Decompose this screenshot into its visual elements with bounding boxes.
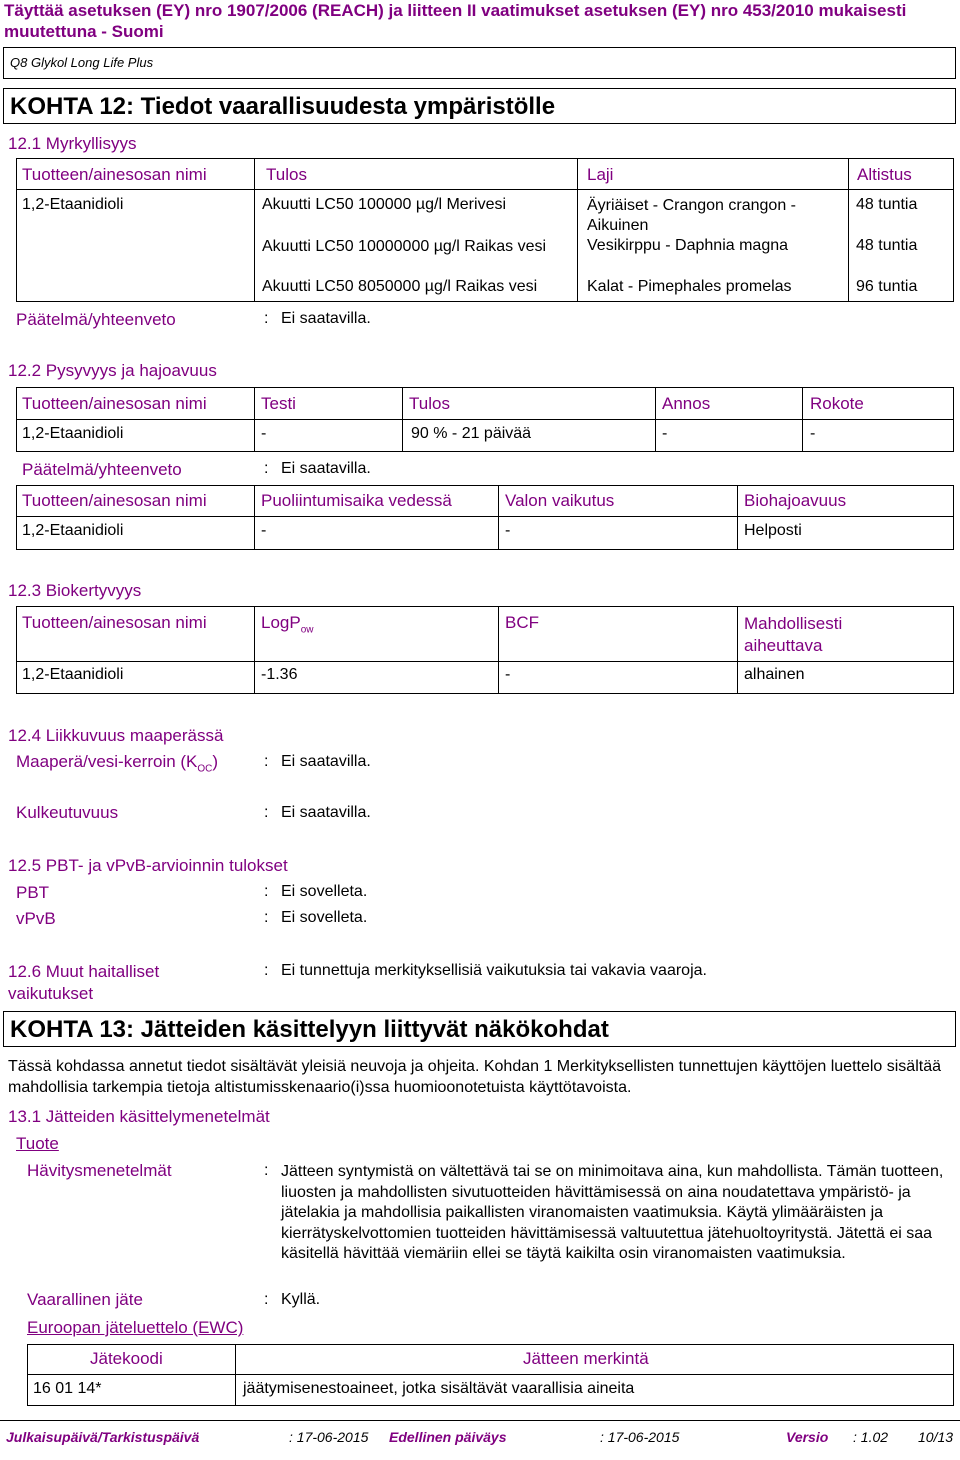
persistence-col-test: Testi xyxy=(261,394,296,413)
toxicity-exposure: 48 tuntia xyxy=(856,196,918,213)
issue-date-label: Julkaisupäivä/Tarkistuspäivä xyxy=(6,1429,200,1445)
bioaccumulation-col-bcf: BCF xyxy=(505,613,539,632)
bioaccumulation-table-header-divider xyxy=(16,661,954,662)
version-label: Versio xyxy=(786,1429,829,1445)
persistence-table-header-divider xyxy=(16,419,954,420)
colon: : xyxy=(264,753,269,770)
toxicity-species: Kalat - Pimephales promelas xyxy=(587,278,792,295)
product-name: Q8 Glykol Long Life Plus xyxy=(10,55,154,70)
persistence-col-dose: Annos xyxy=(662,394,711,413)
toxicity-col-name: Tuotteen/ainesosan nimi xyxy=(22,165,207,184)
previous-date-label: Edellinen päiväys xyxy=(389,1429,507,1445)
logp-label: LogP xyxy=(261,613,301,632)
vpvb-label: vPvB xyxy=(16,909,56,928)
toxicity-exposure: 96 tuntia xyxy=(856,278,918,295)
hazardous-waste-value: Kyllä. xyxy=(281,1291,321,1308)
koc-subscript: OC xyxy=(197,763,213,775)
degradation-col-biodegradability: Biohajoavuus xyxy=(744,491,847,510)
degradation-cell: 1,2-Etaanidioli xyxy=(22,522,124,539)
persistence-cell: - xyxy=(662,425,668,442)
persistence-col-divider xyxy=(254,387,255,452)
section-12-title: KOHTA 12: Tiedot vaarallisuudesta ympäristölle xyxy=(10,93,556,120)
bioaccumulation-col-divider xyxy=(498,606,499,694)
persistence-col-divider xyxy=(402,387,403,452)
persistence-cell: 90 % - 21 päivää xyxy=(411,425,532,442)
degradation-cell: Helposti xyxy=(744,522,802,539)
colon: : xyxy=(264,460,269,477)
mobility-value: Ei saatavilla. xyxy=(281,804,371,821)
colon: : xyxy=(264,1162,269,1179)
toxicity-species: Äyriäiset - Crangon crangon - Aikuinen xyxy=(587,197,796,234)
persistence-col-divider xyxy=(802,387,803,452)
persistence-cell: - xyxy=(810,425,816,442)
bioaccumulation-heading: 12.3 Biokertyvyys xyxy=(8,581,142,600)
toxicity-col-divider xyxy=(848,158,849,302)
persistence-col-name: Tuotteen/ainesosan nimi xyxy=(22,394,207,413)
toxicity-substance: 1,2-Etaanidioli xyxy=(22,196,124,213)
toxicity-exposure: 48 tuntia xyxy=(856,237,918,254)
toxicity-col-species: Laji xyxy=(587,165,614,184)
ewc-code: 16 01 14* xyxy=(33,1380,102,1397)
degradation-col-half-life: Puoliintumisaika vedessä xyxy=(261,491,452,510)
toxicity-col-divider xyxy=(577,158,578,302)
toxicity-heading: 12.1 Myrkyllisyys xyxy=(8,134,137,153)
product-link[interactable]: Tuote xyxy=(16,1134,59,1153)
persistence-col-divider xyxy=(655,387,656,452)
ewc-table-header-divider xyxy=(27,1374,954,1375)
degradation-table-header-divider xyxy=(16,516,954,517)
logp-subscript: ow xyxy=(300,624,314,636)
ewc-description: jäätymisenestoaineet, jotka sisältävät vaarallisia aineita xyxy=(243,1380,635,1397)
bioaccumulation-col-name: Tuotteen/ainesosan nimi xyxy=(22,613,207,632)
colon: : xyxy=(264,962,269,979)
koc-value: Ei saatavilla. xyxy=(281,753,371,770)
section-13-title: KOHTA 13: Jätteiden käsittelyyn liittyvät näkökohdat xyxy=(10,1016,609,1043)
persistence-heading: 12.2 Pysyvyys ja hajoavuus xyxy=(8,361,217,380)
degradation-col-divider xyxy=(254,485,255,550)
disposal-label: Hävitysmenetelmät xyxy=(27,1161,172,1180)
bioaccumulation-col-potential: Mahdollisesti aiheuttava xyxy=(744,614,843,655)
bioaccumulation-cell: alhainen xyxy=(744,666,805,683)
disposal-value: Jätteen syntymistä on vältettävä tai se on minimoitava aina, kun mahdollista. Tämän tuotteen, liuosten ja mahdollisten sivutuotteiden hävittämisessä on aina noudatettava ympäristö- ja jätelakia ja mahdollisia paikallisten viranomaisten vaatimuksia. Käytä ylimääräisten ja kierrätyskelvottomien tuotteiden hävittämisessä valtuutettua jätehuoltoyritystä. Jätettä ei saa käsitellä hävittää viemäriin ellei se täytä kaikilta osin viranomaisten vaatimuksia. xyxy=(281,1163,944,1263)
toxicity-result: Akuutti LC50 8050000 µg/l Raikas vesi xyxy=(262,278,538,295)
persistence-conclusion-value: Ei saatavilla. xyxy=(281,460,371,477)
degradation-cell: - xyxy=(505,522,511,539)
page-number: 10/13 xyxy=(918,1429,954,1445)
toxicity-col-divider xyxy=(254,158,255,302)
pbt-heading: 12.5 PBT- ja vPvB-arvioinnin tulokset xyxy=(8,856,288,875)
colon: : xyxy=(264,909,269,926)
ewc-link[interactable]: Euroopan jäteluettelo (EWC) xyxy=(27,1318,244,1337)
colon: : xyxy=(264,310,269,327)
colon: : xyxy=(264,883,269,900)
degradation-col-divider xyxy=(498,485,499,550)
footer xyxy=(0,1420,960,1455)
persistence-col-result: Tulos xyxy=(409,394,450,413)
mobility-heading: 12.4 Liikkuvuus maaperässä xyxy=(8,726,224,745)
pbt-value: Ei sovelleta. xyxy=(281,883,368,900)
persistence-conclusion-label: Päätelmä/yhteenveto xyxy=(22,460,182,479)
ewc-col-code: Jätekoodi xyxy=(90,1349,163,1368)
toxicity-col-result: Tulos xyxy=(266,165,307,184)
issue-date-value: : 17-06-2015 xyxy=(289,1429,369,1445)
section-12-heading-box xyxy=(3,88,956,124)
koc-label-close: ) xyxy=(212,752,219,771)
toxicity-conclusion-value: Ei saatavilla. xyxy=(281,310,371,327)
previous-date-value: : 17-06-2015 xyxy=(600,1429,680,1445)
bioaccumulation-cell: -1.36 xyxy=(261,666,298,683)
colon: : xyxy=(264,804,269,821)
persistence-col-inoculum: Rokote xyxy=(810,394,864,413)
waste-methods-heading: 13.1 Jätteiden käsittelymenetelmät xyxy=(8,1107,270,1126)
mobility-label: Kulkeutuvuus xyxy=(16,803,119,822)
section-13-heading-box xyxy=(3,1011,956,1047)
toxicity-result: Akuutti LC50 100000 µg/l Merivesi xyxy=(262,196,507,213)
toxicity-species: Vesikirppu - Daphnia magna xyxy=(587,237,789,254)
bioaccumulation-cell: - xyxy=(505,666,511,683)
document-header-title: Täyttää asetuksen (EY) nro 1907/2006 (REACH) ja liitteen II vaatimukset asetuksen (EY) nro 453/2010 mukaisesti muutettuna - Suomi xyxy=(4,1,907,41)
section-13-intro: Tässä kohdassa annetut tiedot sisältävät yleisiä neuvoja ja ohjeita. Kohdan 1 Merkityksellisten tunnettujen käyttöjen luettelo sisältää mahdollisia tarkempia tietoja altistumisskenaario(i)ssa huomioonotetuista käyttötavoista. xyxy=(8,1058,941,1096)
persistence-cell: 1,2-Etaanidioli xyxy=(22,425,124,442)
pbt-label: PBT xyxy=(16,883,50,902)
product-name-box xyxy=(3,47,956,79)
bioaccumulation-col-divider xyxy=(737,606,738,694)
degradation-cell: - xyxy=(261,522,267,539)
ewc-col-divider xyxy=(235,1344,236,1406)
degradation-col-divider xyxy=(737,485,738,550)
degradation-col-name: Tuotteen/ainesosan nimi xyxy=(22,491,207,510)
bioaccumulation-col-divider xyxy=(254,606,255,694)
toxicity-result: Akuutti LC50 10000000 µg/l Raikas vesi xyxy=(262,238,547,255)
toxicity-conclusion-label: Päätelmä/yhteenveto xyxy=(16,310,176,329)
degradation-col-photolysis: Valon vaikutus xyxy=(505,491,615,510)
ewc-col-description: Jätteen merkintä xyxy=(523,1349,649,1368)
other-effects-label: 12.6 Muut haitalliset vaikutukset xyxy=(8,962,160,1003)
bioaccumulation-cell: 1,2-Etaanidioli xyxy=(22,666,124,683)
version-value: : 1.02 xyxy=(853,1429,889,1445)
toxicity-col-exposure: Altistus xyxy=(857,165,912,184)
vpvb-value: Ei sovelleta. xyxy=(281,909,368,926)
colon: : xyxy=(264,1291,269,1308)
koc-label xyxy=(16,752,218,774)
koc-label-text: Maaperä/vesi-kerroin (K xyxy=(16,752,198,771)
persistence-cell: - xyxy=(261,425,267,442)
other-effects-value: Ei tunnettuja merkityksellisiä vaikutuksia tai vakavia vaaroja. xyxy=(281,962,707,979)
hazardous-waste-label: Vaarallinen jäte xyxy=(27,1290,143,1309)
toxicity-table-header-divider xyxy=(16,189,954,190)
bioaccumulation-col-logp xyxy=(261,613,314,635)
